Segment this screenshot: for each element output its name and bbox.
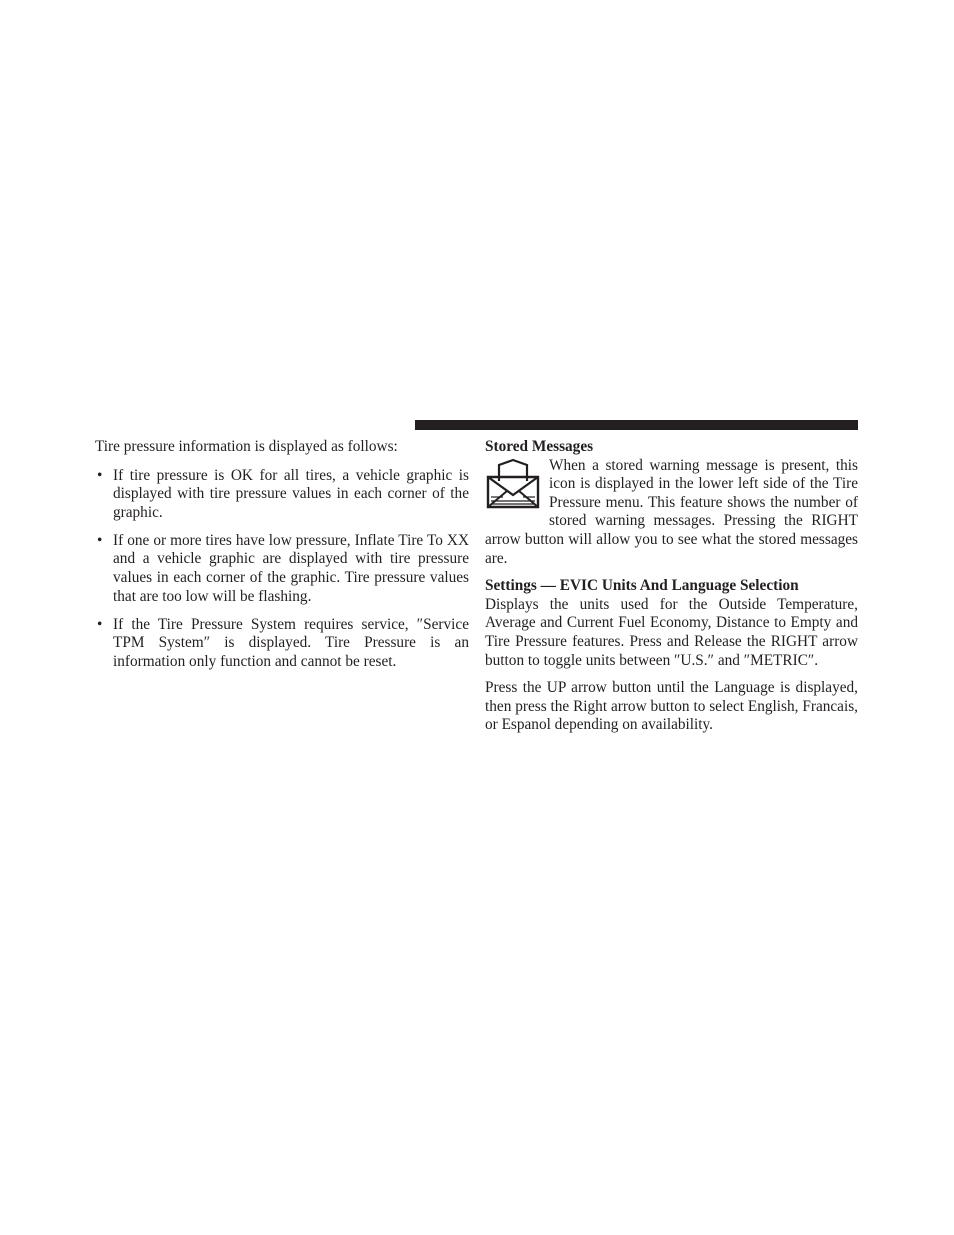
right-column — [485, 438, 858, 735]
envelope-icon — [485, 457, 541, 513]
list-item-text: If tire pressure is OK for all tires, a vehicle graphic is displayed with tire pressure values in each corner of the graphic. — [113, 466, 469, 521]
left-column — [95, 438, 469, 681]
bullet-icon: • — [97, 466, 103, 484]
list-item — [95, 467, 469, 523]
list-item-text: If one or more tires have low pressure, Inflate Tire To XX and a vehicle graphic are displayed with tire pressure values in each corner of the graphic. Tire pressure values that are too low will be flashing. — [113, 531, 469, 605]
list-item — [95, 532, 469, 606]
stored-messages-section — [485, 457, 858, 569]
bullet-icon: • — [97, 531, 103, 549]
tire-pressure-list — [95, 467, 469, 672]
language-text: Press the UP arrow button until the Language is displayed, then press the Right arrow button to select English, Francais, or Espanol depending on availability. — [485, 679, 858, 734]
section-header-bar — [415, 420, 858, 430]
settings-text: Displays the units used for the Outside Temperature, Average and Current Fuel Economy, Distance to Empty and Tire Pressure features. Press and Release the RIGHT arrow button to toggle units between ″U.S.″ and ″METRIC″. — [485, 595, 858, 669]
settings-heading: Settings — EVIC Units And Language Selection — [485, 577, 799, 595]
bullet-icon: • — [97, 615, 103, 633]
list-item — [95, 616, 469, 672]
stored-messages-heading: Stored Messages — [485, 438, 594, 455]
stored-messages-text: When a stored warning message is present, this icon is displayed in the lower left side of the Tire Pressure menu. This feature shows the number of stored warning messages. Pressing the RIGHT arrow button will allow you to see what the stored messages are. — [485, 456, 858, 567]
intro-text: Tire pressure information is displayed as follows: — [95, 438, 398, 455]
list-item-text: If the Tire Pressure System requires service, ″Service TPM System″ is displayed. Tire Pressure is an information only function and cannot be reset. — [113, 615, 469, 670]
